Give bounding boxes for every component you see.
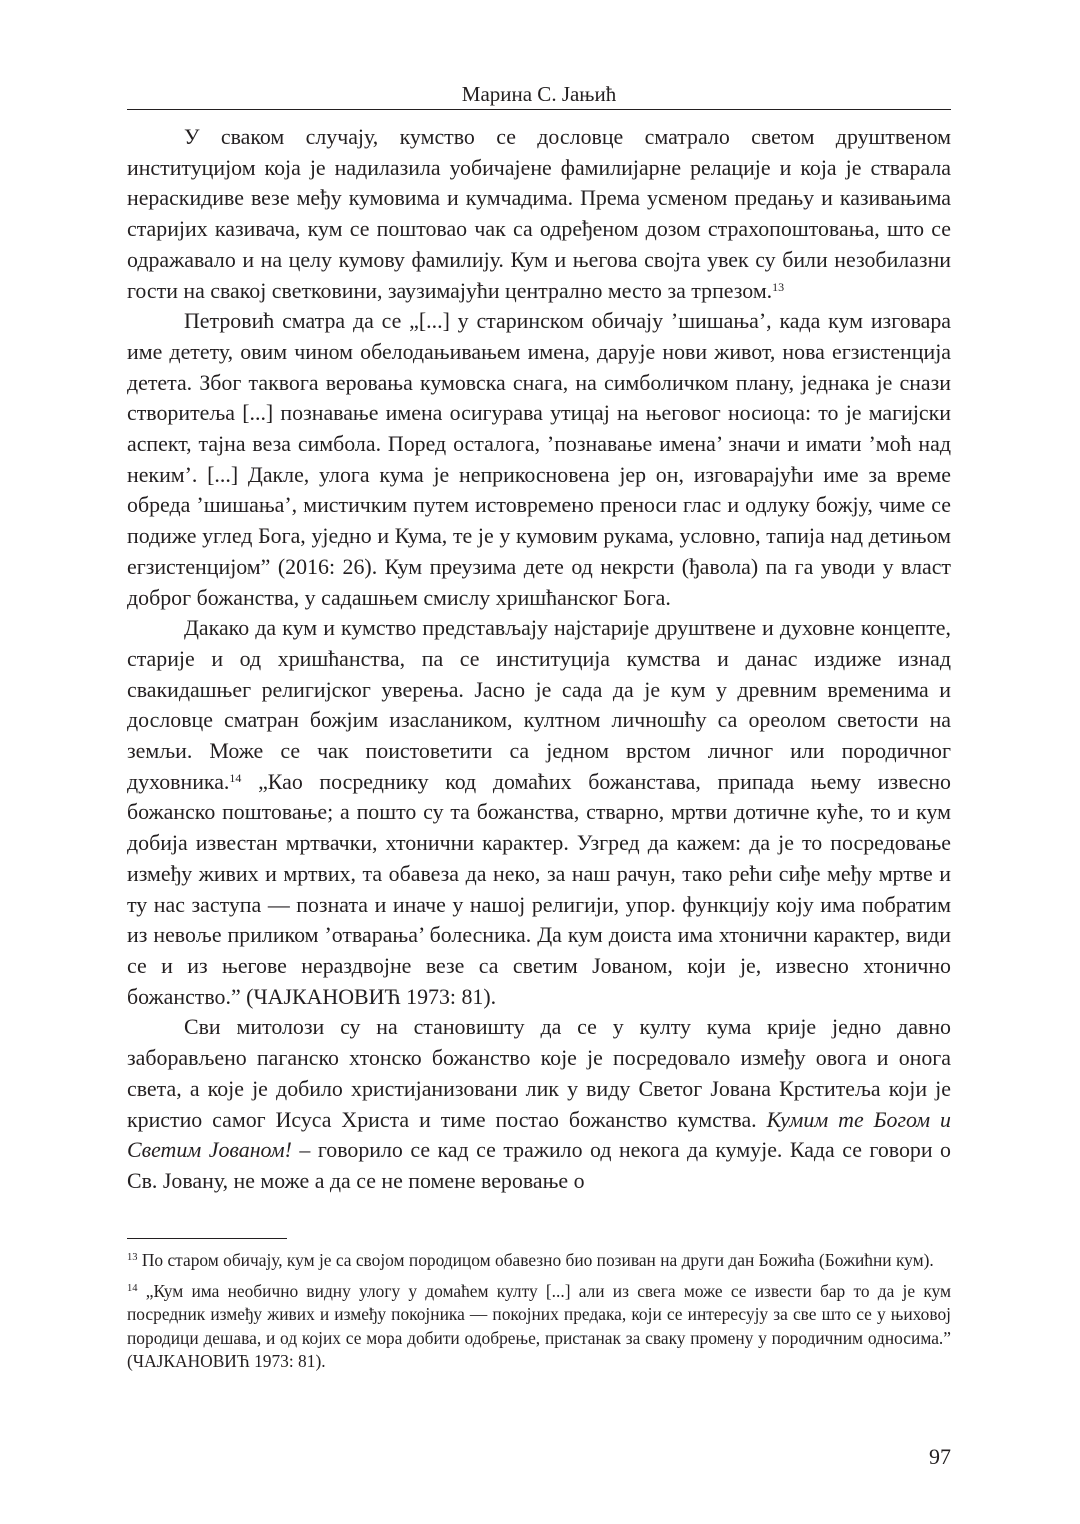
footnote-separator xyxy=(127,1238,287,1239)
paragraph-3-text-a: Дакако да кум и кумство представљају најстарије друштвене и духовне концепте, старије и од хришћанства, па се институција кумства и данас издиже изнад свакидашњег религијског уверења. Јасно је сада да је кум у древним временима и дословце сматран божјим изаслаником, култном личношћу са ореолом светости на земљи. Може се чак поистоветити са једном врстом личног или породичног духовника. xyxy=(127,615,951,794)
footnote-13-mark: 13 xyxy=(127,1252,138,1263)
page-number: 97 xyxy=(929,1444,951,1469)
running-header: Марина С. Јањић xyxy=(461,82,617,106)
paragraph-3-text-b: „Као посреднику код домаћих божанстава, припада њему извесно божанско поштовање; а пошто су та божанства, стварно, мртви дотичне куће, то и кум добија известан мртвачки, хтонични карактер. Узгред да кажем: да је то посредовање између живих и мртвих, та обавеза да неко, за наш рачун, тако рећи сиђе међу мртве и ту нас заступа — позната и иначе у нашој религији, упор. функцију коју има побратим из невоље приликом ’отварања’ болесника. Да кум доиста има хтонични карактер, види се и из његове нераздвојне везе са светим Јованом, који је, извесно хтонично божанство.” (ЧАЈКАНОВИЋ 1973: 81). xyxy=(127,768,951,1009)
paragraph-1-text: У сваком случају, кумство се дословце сматрало светом друштвеном институцијом која је надилазила уобичајене фамилијарне релације и која је стварала нераскидиве везе међу кумовима и кумчадима. Према усменом предању и казивањима старијих казивача, кум се поштовао чак са одређеном дозом страхопоштовања, што се одражавало и на целу кумову фамилију. Кум и његова својта увек су били незобилазни гости на свакој светковини, заузимајући централно место за трпезом. xyxy=(127,124,951,303)
paragraph-3 xyxy=(127,613,951,1012)
document-page xyxy=(127,0,951,1524)
footnote-13 xyxy=(127,1249,951,1273)
paragraph-4-text-b: – говорило се кад се тражило од некога да кумује. Када се говори о Св. Јовану, не може а да се не помене веровање о xyxy=(127,1137,952,1193)
paragraph-4-text-a: Сви митолози су на становишту да се у култу кума крије једно давно заборављено паганско хтонско божанство које је посредовало између овога и онога света, а које је добило христијанизовани лик у виду Светог Јована Крститеља који је кристио самог Исуса Христа и тиме постао божанство кумства. xyxy=(127,1014,951,1132)
footnote-14-text: „Кум има необично видну улогу у домаћем култу [...] али из свега може се извести бар то да је кум посредник између живих и између покојника — покојних предака, који се интересују за све што се у њиховој породици дешава, и од којих се мора добити одобрење, пристанак за сваку промену у породичним односима.” (ЧАЈКАНОВИЋ 1973: 81). xyxy=(127,1280,951,1371)
body-text xyxy=(127,122,951,1197)
paragraph-4 xyxy=(127,1012,951,1196)
footnote-ref-13[interactable]: 13 xyxy=(772,279,785,294)
footnote-14-mark: 14 xyxy=(127,1282,138,1294)
paragraph-2: Петровић сматра да се „[...] у старинском обичају ’шишања’, када кум изговара име детету, овим чином обелодањивањем имена, дарује нови живот, нова егзистенција детета. Због таквога веровања кумовска снага, на симболичком плану, једнака је снази створитеља [...] познавање имена осигурава утицај на његовог носиоца: то је магијски аспект, тајна веза симбола. Поред осталога, ’познавање имена’ значи и имати ’моћ над неким’. [...] Дакле, улога кума је неприкосновена јер он, изговарајући име за време обреда ’шишања’, мистичким путем истовремено преноси глас и одлуку божју, чиме се подиже углед Бога, уједно и Кума, те је у кумовим рукама, условно, тапија над детињом егзистенцијом” (2016: 26). Кум преузима дете од некрсти (ђавола) па га уводи у власт доброг божанства, у садашњем смислу хришћанског Бога. xyxy=(127,308,951,610)
footnotes xyxy=(127,1249,951,1381)
header-rule xyxy=(127,109,951,110)
footnote-14 xyxy=(127,1280,951,1374)
paragraph-1 xyxy=(127,122,951,306)
paragraph-4-italic-quote: Кумим те Богом и Светим Јованом! xyxy=(127,1106,951,1163)
footnote-ref-14[interactable]: 14 xyxy=(229,770,242,785)
footnote-13-text: По старом обичају, кум је са својом породицом обавезно био позиван на други дан Божића (Божићни кум). xyxy=(141,1250,934,1270)
